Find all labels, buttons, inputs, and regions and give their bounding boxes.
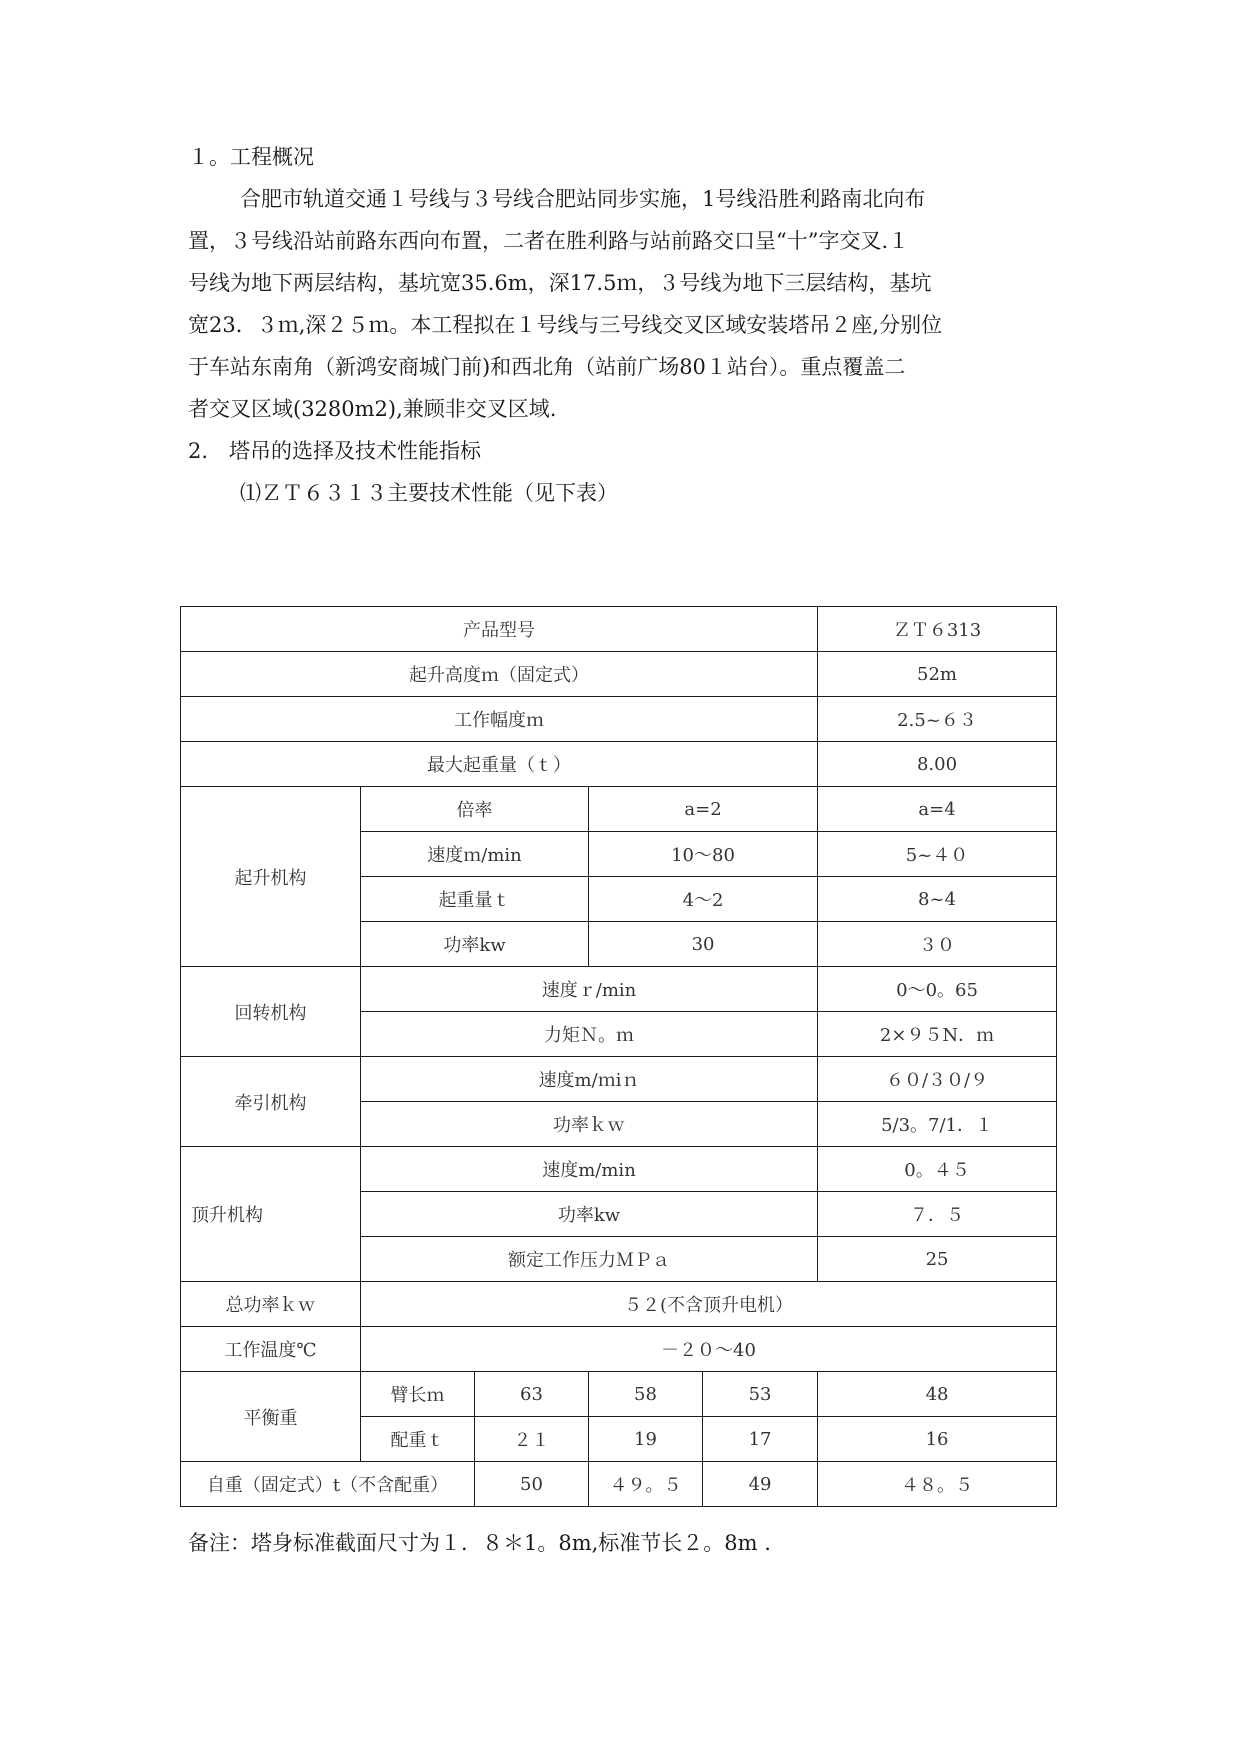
self-weight-value: 50: [475, 1462, 589, 1507]
hoist-load-label: 起重量ｔ: [361, 877, 589, 922]
hoist-power-a4: ３０: [818, 922, 1057, 967]
table-row: [181, 1372, 1057, 1417]
climb-pressure-value: 25: [818, 1237, 1057, 1282]
section-heading-2: 2. 塔吊的选择及技术性能指标: [188, 439, 482, 463]
paragraph-line: 宽23．３ｍ,深２５ｍ。本工程拟在１号线与三号线交叉区域安装塔吊２座,分别位: [188, 313, 943, 337]
table-row: [181, 742, 1057, 787]
hoist-load-a4: 8~4: [818, 877, 1057, 922]
work-range-value: 2.5~６３: [818, 697, 1057, 742]
paragraph-line: 号线为地下两层结构，基坑宽35.6m，深17.5ｍ，３号线为地下三层结构，基坑: [188, 271, 932, 295]
self-weight-value: ４８。５: [818, 1462, 1057, 1507]
counter-arm-value: 53: [703, 1372, 818, 1417]
counter-weight-label: 配重ｔ: [361, 1417, 475, 1462]
climb-group-label: 顶升机构: [181, 1147, 361, 1282]
climb-pressure-label: 额定工作压力ＭＰａ: [361, 1237, 818, 1282]
trolley-speed-label: 速度m/ｍiｎ: [361, 1057, 818, 1102]
temp-label: 工作温度℃: [181, 1327, 361, 1372]
table-row: [181, 1147, 1057, 1192]
work-range-label: 工作幅度ｍ: [181, 697, 818, 742]
self-weight-label: 自重（固定式）t（不含配重）: [181, 1462, 475, 1507]
counter-arm-value: 63: [475, 1372, 589, 1417]
counter-arm-value: 48: [818, 1372, 1057, 1417]
self-weight-value: ４９。５: [589, 1462, 703, 1507]
climb-power-label: 功率kw: [361, 1192, 818, 1237]
table-row: [181, 697, 1057, 742]
section-heading-1: １。工程概况: [188, 145, 314, 169]
counter-weight-value: ２１: [475, 1417, 589, 1462]
counter-weight-value: 16: [818, 1417, 1057, 1462]
max-load-value: 8.00: [818, 742, 1057, 787]
trolley-power-label: 功率ｋｗ: [361, 1102, 818, 1147]
table-note: 备注：塔身标准截面尺寸为１．８＊1。8m,标准节长２。8m .: [188, 1531, 771, 1555]
hoist-speed-label: 速度ｍ/min: [361, 832, 589, 877]
trolley-power-value: 5/3。7/1．１: [818, 1102, 1057, 1147]
max-load-label: 最大起重量（ｔ）: [181, 742, 818, 787]
trolley-group-label: 牵引机构: [181, 1057, 361, 1147]
paragraph-line: 者交叉区域(3280m2),兼顾非交叉区域.: [188, 397, 557, 421]
table-row: [181, 1462, 1057, 1507]
counter-group-label: 平衡重: [181, 1372, 361, 1462]
slew-group-label: 回转机构: [181, 967, 361, 1057]
counter-arm-value: 58: [589, 1372, 703, 1417]
hoist-power-a2: 30: [589, 922, 818, 967]
slew-torque-value: 2×９５N．ｍ: [818, 1012, 1057, 1057]
spec-table: [180, 606, 1057, 1507]
table-row: [181, 607, 1057, 652]
paragraph-line: 置，３号线沿站前路东西向布置，二者在胜利路与站前路交口呈“十”字交叉.１: [188, 229, 910, 253]
hoist-ratio-a2: a=2: [589, 787, 818, 832]
table-row: [181, 1057, 1057, 1102]
slew-torque-label: 力矩Ｎ。ｍ: [361, 1012, 818, 1057]
hoist-speed-a4: 5~４０: [818, 832, 1057, 877]
hoist-load-a2: 4～2: [589, 877, 818, 922]
paragraph-line: 合肥市轨道交通１号线与３号线合肥站同步实施，1号线沿胜利路南北向布: [240, 187, 926, 211]
counter-weight-value: 17: [703, 1417, 818, 1462]
counter-arm-label: 臂长ｍ: [361, 1372, 475, 1417]
climb-speed-value: 0。４５: [818, 1147, 1057, 1192]
total-power-value: ５２(不含顶升电机）: [361, 1282, 1057, 1327]
climb-power-value: ７．５: [818, 1192, 1057, 1237]
climb-speed-label: 速度m/min: [361, 1147, 818, 1192]
table-caption: ⑴ＺＴ６３１３主要技术性能（见下表）: [240, 481, 618, 505]
counter-weight-value: 19: [589, 1417, 703, 1462]
lift-height-value: 52m: [818, 652, 1057, 697]
slew-speed-label: 速度ｒ/min: [361, 967, 818, 1012]
table-row: [181, 967, 1057, 1012]
hoist-ratio-label: 倍率: [361, 787, 589, 832]
table-row: [181, 652, 1057, 697]
hoist-group-label: 起升机构: [181, 787, 361, 967]
hoist-power-label: 功率kw: [361, 922, 589, 967]
hoist-speed-a2: 10～80: [589, 832, 818, 877]
model-value: ＺＴ６313: [818, 607, 1057, 652]
table-row: [181, 787, 1057, 832]
lift-height-label: 起升高度ｍ（固定式）: [181, 652, 818, 697]
paragraph-line: 于车站东南角（新鸿安商城门前)和西北角（站前广场80１站台）。重点覆盖二: [188, 355, 906, 379]
total-power-label: 总功率ｋｗ: [181, 1282, 361, 1327]
table-row: [181, 1327, 1057, 1372]
hoist-ratio-a4: a=4: [818, 787, 1057, 832]
self-weight-value: 49: [703, 1462, 818, 1507]
trolley-speed-value: ６０/３０/９: [818, 1057, 1057, 1102]
table-row: [181, 1282, 1057, 1327]
temp-value: －２０～40: [361, 1327, 1057, 1372]
slew-speed-value: 0～0。65: [818, 967, 1057, 1012]
model-label: 产品型号: [181, 607, 818, 652]
